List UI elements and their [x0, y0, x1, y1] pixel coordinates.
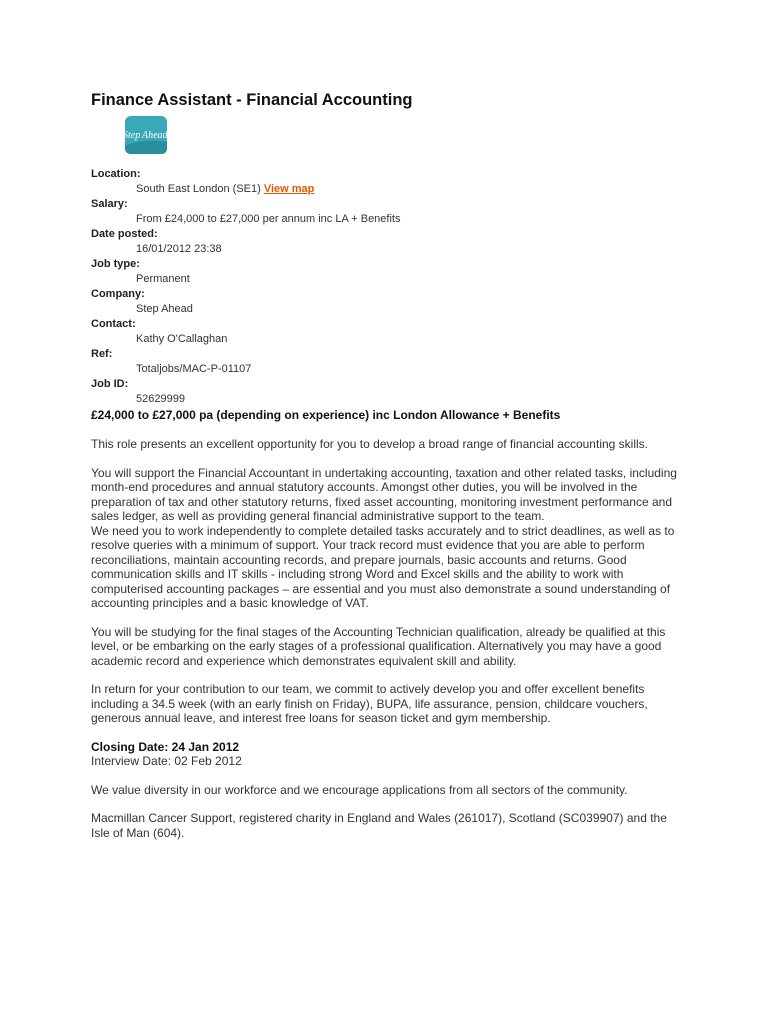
contact-label: Contact:: [91, 318, 136, 330]
job-id-value: 52629999: [136, 393, 185, 405]
company-logo: [121, 116, 169, 156]
interview-date: Interview Date: 02 Feb 2012: [91, 754, 242, 768]
job-posting: [91, 90, 681, 840]
salary-headline: £24,000 to £27,000 pa (depending on experience) inc London Allowance + Benefits: [91, 408, 561, 422]
job-details: [91, 167, 681, 407]
company-label: Company:: [91, 288, 145, 300]
charity-paragraph: Macmillan Cancer Support, registered charity in England and Wales (261017), Scotland (SC039907) and the Isle of Man (604).: [91, 811, 667, 840]
ref-label: Ref:: [91, 348, 113, 360]
duties-paragraph: You will support the Financial Accountant in undertaking accounting, taxation and other related tasks, including month-end procedures and annual statutory accounts. Amongst other duties, you will be involved in the preparation of tax and other statutory returns, fixed asset accounting, monitoring investment performance and sales ledger, as well as providing general financial administrative support to the team.: [91, 465, 677, 523]
job-id-label: Job ID:: [91, 378, 129, 390]
location-label: Location:: [91, 168, 141, 180]
view-map-link[interactable]: View map: [263, 183, 315, 195]
diversity-paragraph: We value diversity in our workforce and we encourage applications from all sectors of the community.: [91, 782, 628, 797]
location-text: South East London (SE1): [136, 183, 261, 195]
job-type-value: Permanent: [136, 273, 190, 285]
closing-date: Closing Date: 24 Jan 2012: [91, 739, 240, 754]
benefits-paragraph: In return for your contribution to our team, we commit to actively develop you and offer excellent benefits including a 34.5 week (with an early finish on Friday), BUPA, life assurance, pension, childcare vouchers, generous annual leave, and interest free loans for season ticket and gym membership.: [91, 682, 648, 725]
logo-text-step: Step: [123, 130, 141, 141]
contact-value: Kathy O'Callaghan: [136, 333, 228, 345]
qualifications-paragraph: You will be studying for the final stages of the Accounting Technician qualification, already be qualified at this level, or be embarking on the early stages of a professional qualification. Alternatively you may have a good academic record and experience which demonstrates equivalent skill and ability.: [91, 624, 666, 668]
ref-value: Totaljobs/MAC-P-01107: [136, 363, 252, 375]
intro-paragraph: This role presents an excellent opportunity for you to develop a broad range of financial accounting skills.: [91, 437, 648, 451]
job-title: Finance Assistant - Financial Accounting: [91, 91, 413, 109]
date-posted-value: 16/01/2012 23:38: [136, 243, 222, 255]
location-value: [91, 182, 681, 197]
date-posted-label: Date posted:: [91, 228, 158, 240]
salary-value: From £24,000 to £27,000 per annum inc LA + Benefits: [136, 213, 401, 225]
company-value: Step Ahead: [136, 303, 193, 315]
step-ahead-logo-icon: [121, 116, 169, 156]
logo-text-ahead: Ahead: [142, 130, 168, 141]
requirements-paragraph: We need you to work independently to complete detailed tasks accurately and to strict deadlines, as well as to resolve queries with a minimum of support. Your track record must evidence that you are able to perform reconciliations, maintain accounting records, and prepare journals, basic accounts and returns. Good communication skills and IT skills - including strong Word and Excel skills and the ability to work with computerised accounting packages – are essential and you must also demonstrate a sound understanding of accounting principles and a basic knowledge of VAT.: [91, 523, 675, 610]
job-type-label: Job type:: [91, 258, 140, 270]
salary-label: Salary:: [91, 198, 128, 210]
